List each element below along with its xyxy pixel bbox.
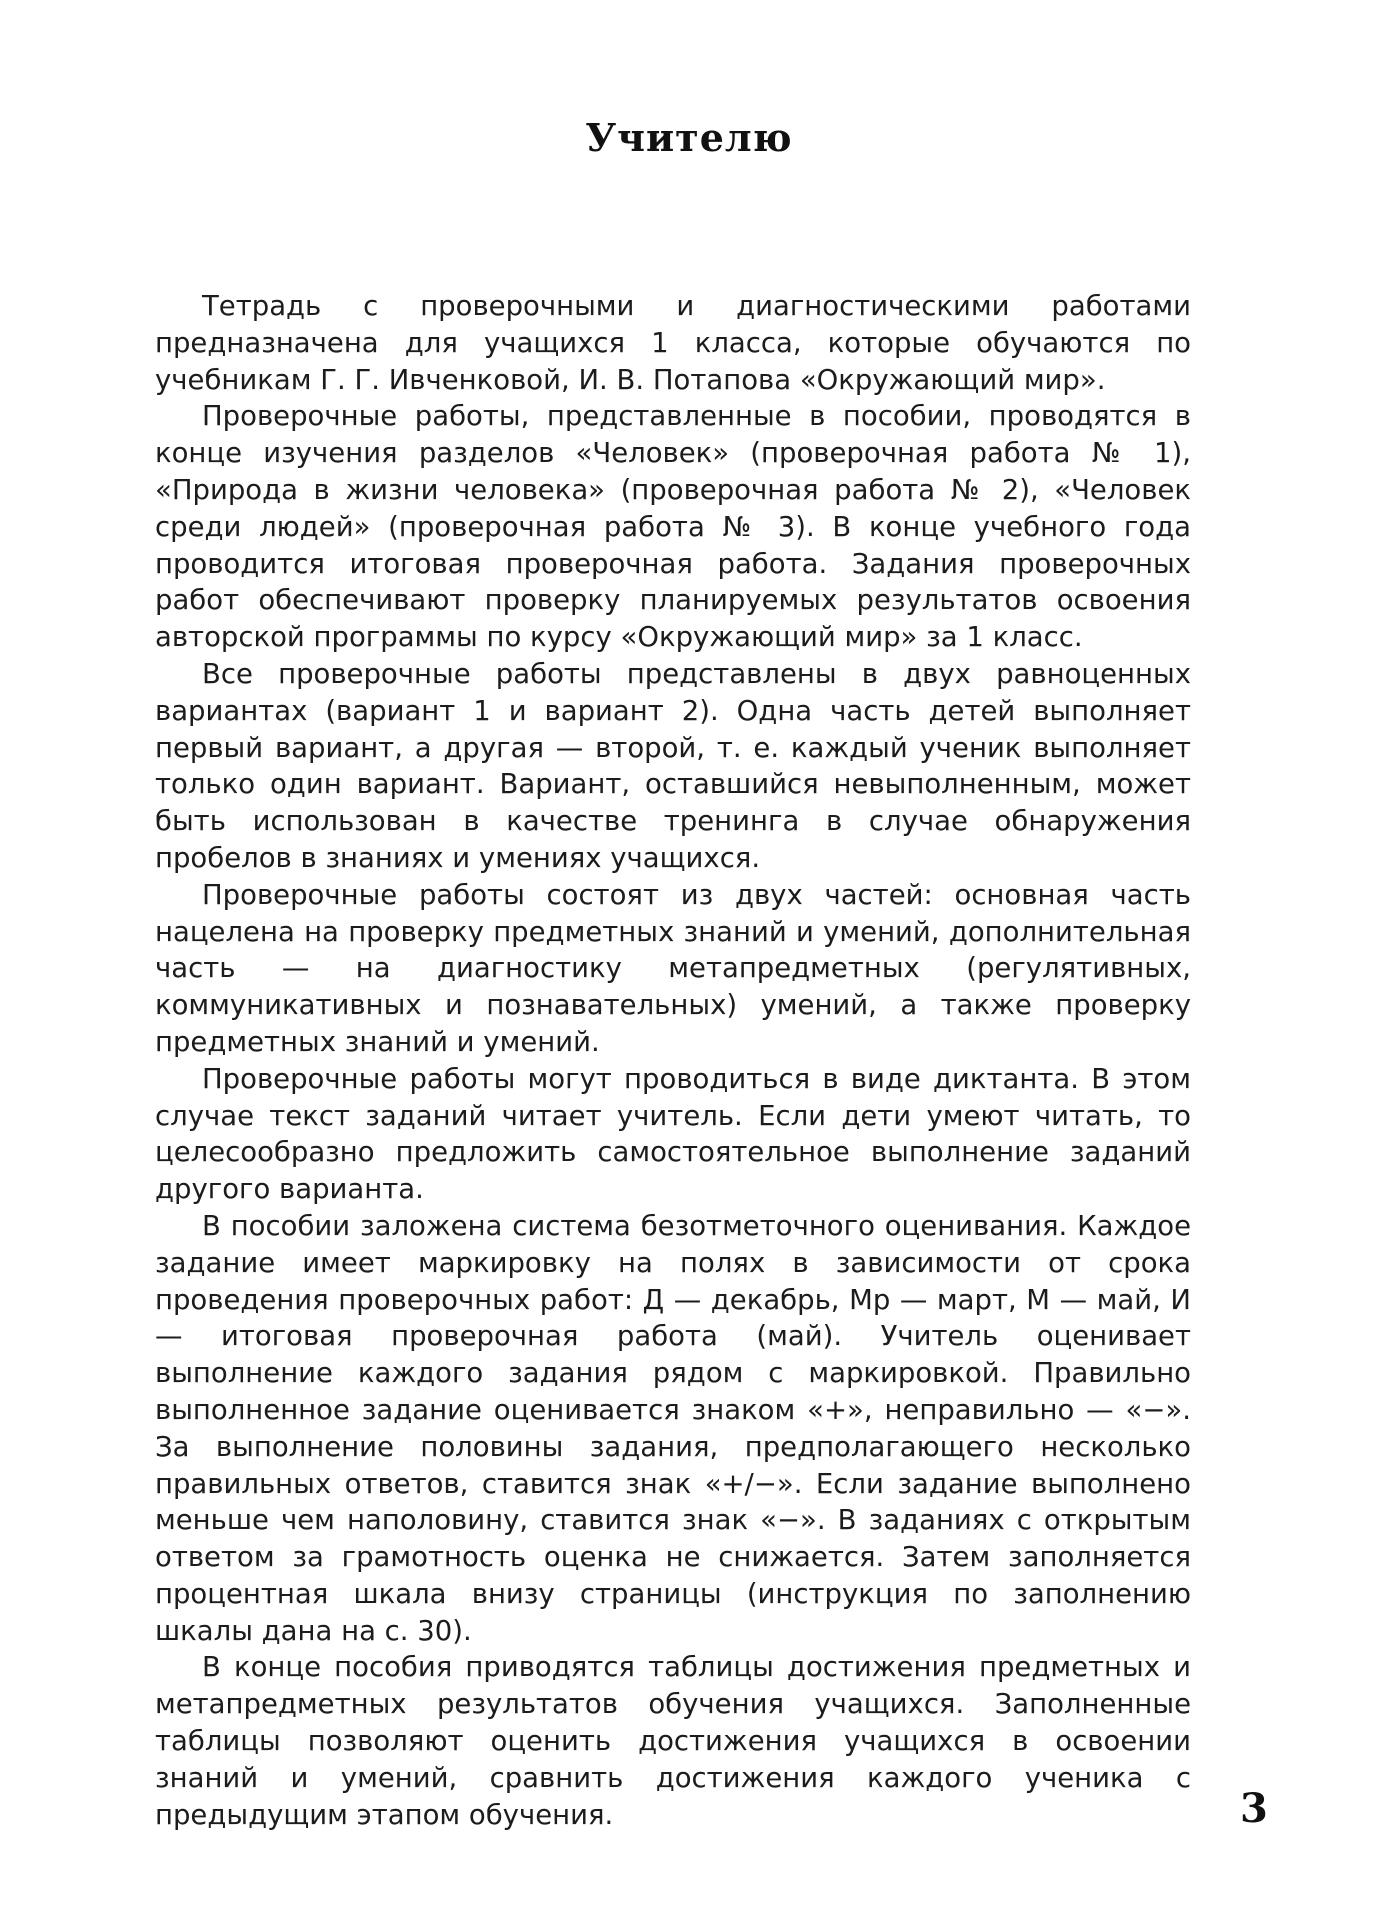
paragraph-structure: Проверочные работы состоят из двух частей: основная часть нацелена на проверку предметных знаний и умений, дополнительная часть — на диагностику метапредметных (регулятивных, коммуникативных и познавательных) умений, а также проверку предметных знаний и умений. — [155, 878, 1191, 1058]
page-number: 3 — [1240, 1785, 1268, 1832]
paragraph-purpose: Тетрадь с проверочными и диагностическими работами предназначена для учащихся 1 класса, которые обучаются по учебникам Г. Г. Ивченковой, И. В. Потапова «Окружающий мир». — [155, 290, 1191, 396]
page-title: Учителю — [585, 115, 793, 160]
paragraph-schedule: Проверочные работы, представленные в пособии, проводятся в конце изучения разделов «Человек» (проверочная работа № 1), «Природа в жизни человека» (проверочная работа № 2), «Человек среди людей» (проверочная работа № 3). В конце учебного года проводится итоговая проверочная работа. Задания проверочных работ обеспечивают проверку планируемых результатов освоения авторской программы по курсу «Окружающий мир» за 1 класс. — [155, 400, 1191, 654]
paragraph-assessment: В пособии заложена система безотметочного оценивания. Каждое задание имеет маркировку на полях в зависимости от срока проведения проверочных работ: Д — декабрь, Мр — март, М — май, И — итоговая проверочная работа (май). Учитель оценивает выполнение каждого задания рядом с маркировкой. Правильно выполненное задание оценивается знаком «+», неправильно — «−». За выполнение половины задания, предполагающего несколько правильных ответов, ставится знак «+/−». Если задание выполнено меньше чем наполовину, ставится знак «−». В заданиях с открытым ответом за грамотность оценка не снижается. Затем заполняется процентная шкала внизу страницы (инструкция по заполнению шкалы дана на с. 30). — [155, 1209, 1191, 1647]
paragraph-dictation: Проверочные работы могут проводиться в виде диктанта. В этом случае текст заданий читает учитель. Если дети умеют читать, то целесообразно предложить самостоятельное выполнение заданий другого варианта. — [155, 1062, 1191, 1206]
paragraph-variants: Все проверочные работы представлены в двух равноценных вариантах (вариант 1 и вариант 2). Одна часть детей выполняет первый вариант, а другая — второй, т. е. каждый ученик выполняет только один вариант. Вариант, оставшийся невыполненным, может быть использован в качестве тренинга в случае обнаружения пробелов в знаниях и умениях учащихся. — [155, 657, 1191, 874]
body-text — [155, 288, 1191, 1833]
paragraph-tables: В конце пособия приводятся таблицы достижения предметных и метапредметных результатов обучения учащихся. Заполненные таблицы позволяют оценить достижения учащихся в освоении знаний и умений, сравнить достижения каждого ученика с предыдущим этапом обучения. — [155, 1651, 1191, 1831]
